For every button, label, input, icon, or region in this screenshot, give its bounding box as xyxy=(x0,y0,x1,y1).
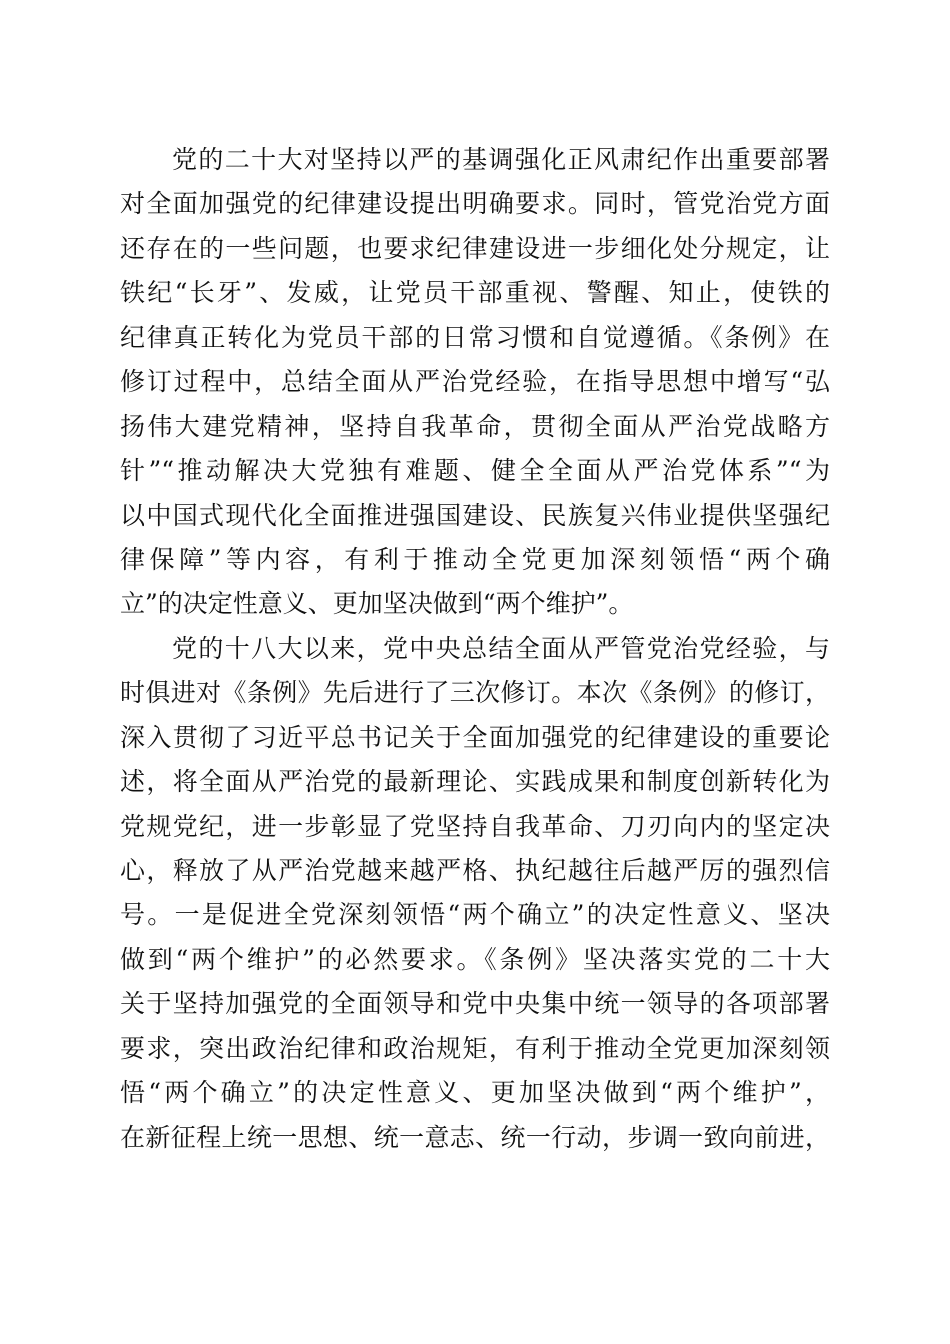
paragraph-line: 针”“推动解决大党独有难题、健全全面从严治党体系”“为 xyxy=(120,456,830,486)
paragraph-line: 党的二十大对坚持以严的基调强化正风肃纪作出重要部署 xyxy=(172,145,830,174)
paragraph-2 xyxy=(120,627,830,1160)
paragraph-line: 要求，突出政治纪律和政治规矩，有利于推动全党更加深刻领 xyxy=(120,1033,830,1063)
paragraph-line: 心，释放了从严治党越来越严格、执纪越往后越严厉的强烈信 xyxy=(120,856,830,885)
paragraph-line: 党的十八大以来，党中央总结全面从严管党治党经验，与 xyxy=(172,633,830,663)
paragraph-line: 号。一是促进全党深刻领悟“两个确立”的决定性意义、坚决 xyxy=(120,900,830,930)
paragraph-line: 关于坚持加强党的全面领导和党中央集中统一领导的各项部署 xyxy=(120,989,830,1019)
paragraph-line: 悟“两个确立”的决定性意义、更加坚决做到“两个维护”， xyxy=(120,1078,830,1108)
body-text xyxy=(120,138,830,1160)
paragraph-line: 还存在的一些问题，也要求纪律建设进一步细化处分规定，让 xyxy=(120,233,830,263)
paragraph-line: 述，将全面从严治党的最新理论、实践成果和制度创新转化为 xyxy=(120,767,830,797)
paragraph-line: 律保障”等内容，有利于推动全党更加深刻领悟“两个确 xyxy=(120,544,830,574)
paragraph-line: 以中国式现代化全面推进强国建设、民族复兴伟业提供坚强纪 xyxy=(120,500,830,530)
paragraph-line: 修订过程中，总结全面从严治党经验，在指导思想中增写“弘 xyxy=(120,367,830,397)
paragraph-line: 深入贯彻了习近平总书记关于全面加强党的纪律建设的重要论 xyxy=(120,722,830,752)
paragraph-line: 在新征程上统一思想、统一意志、统一行动，步调一致向前进， xyxy=(120,1122,830,1152)
paragraph-line: 对全面加强党的纪律建设提出明确要求。同时，管党治党方面 xyxy=(120,189,830,219)
paragraph-line: 立”的决定性意义、更加坚决做到“两个维护”。 xyxy=(120,589,634,619)
paragraph-line: 扬伟大建党精神，坚持自我革命，贯彻全面从严治党战略方 xyxy=(120,411,830,441)
paragraph-line: 纪律真正转化为党员干部的日常习惯和自觉遵循。《条例》在 xyxy=(120,322,830,352)
paragraph-line: 做到“两个维护”的必然要求。《条例》坚决落实党的二十大 xyxy=(120,944,830,974)
paragraph-line: 时俱进对《条例》先后进行了三次修订。本次《条例》的修订， xyxy=(120,678,830,708)
paragraph-line: 党规党纪，进一步彰显了党坚持自我革命、刀刃向内的坚定决 xyxy=(120,811,830,841)
paragraph-line: 铁纪“长牙”、发威，让党员干部重视、警醒、知止，使铁的 xyxy=(120,278,830,308)
paragraph-1 xyxy=(120,138,830,627)
